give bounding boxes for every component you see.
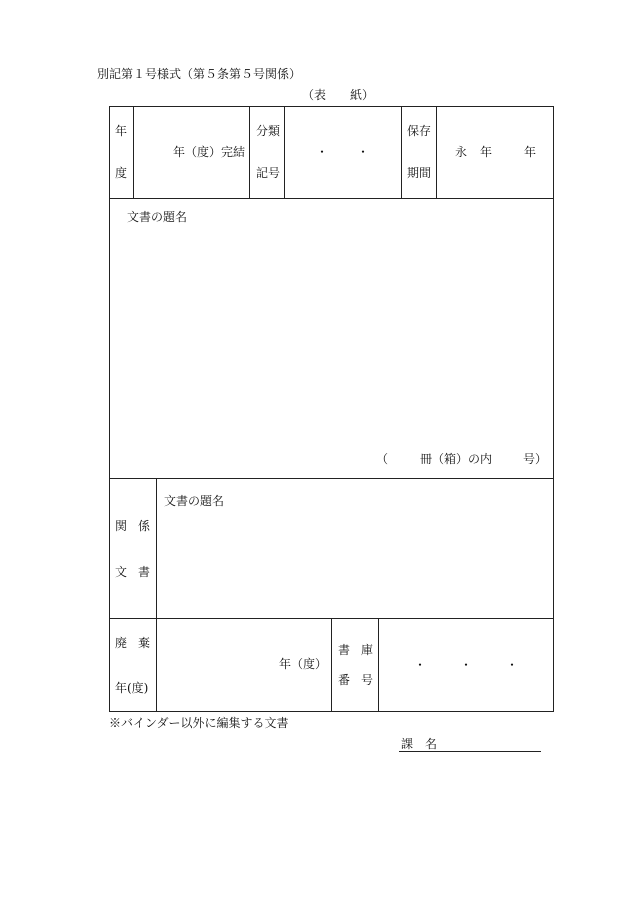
row1-col-divider-4 xyxy=(401,106,402,198)
storage-label-go: 号 xyxy=(361,673,374,687)
disposal-label-ki: 棄 xyxy=(138,636,151,650)
storage-number-dot-3: ・ xyxy=(506,658,519,672)
retention-permanent: 永 xyxy=(455,145,468,159)
nendo-label-bottom: 度 xyxy=(115,166,128,180)
related-label-sho: 書 xyxy=(138,565,151,579)
related-col-divider xyxy=(156,478,157,618)
disposal-col-divider-1 xyxy=(156,618,157,712)
nendo-label-top: 年 xyxy=(115,124,128,138)
classification-code-dot-1: ・ xyxy=(316,145,329,159)
section-name-label: 課 名 xyxy=(401,737,438,751)
classification-code-dot-2: ・ xyxy=(357,145,370,159)
storage-label-sho: 書 xyxy=(338,643,351,657)
bunrui-label-bottom: 記号 xyxy=(256,166,281,180)
row1-col-divider-3 xyxy=(284,106,285,198)
storage-label-ko: 庫 xyxy=(361,643,374,657)
volume-open-paren: （ xyxy=(376,452,389,466)
disposal-year-label: 年(度) xyxy=(115,681,149,695)
section-name-underline xyxy=(399,751,541,752)
bunrui-label-top: 分類 xyxy=(256,124,281,138)
footnote: ※バインダー以外に編集する文書 xyxy=(109,716,289,730)
storage-label-ban: 番 xyxy=(338,673,351,687)
volume-box-text: 冊（箱）の内 xyxy=(420,452,493,466)
form-heading: 別記第１号様式（第５条第５号関係） xyxy=(97,67,302,81)
row1-col-divider-5 xyxy=(436,106,437,198)
document-title-label: 文書の題名 xyxy=(127,210,188,224)
related-label-bun: 文 xyxy=(115,565,128,579)
retention-year-2: 年 xyxy=(524,145,537,159)
cover-label: （表 紙） xyxy=(302,88,375,102)
row1-col-divider-2 xyxy=(249,106,250,198)
retention-year-1: 年 xyxy=(480,145,493,159)
disposal-col-divider-3 xyxy=(378,618,379,712)
storage-number-dot-2: ・ xyxy=(460,658,473,672)
related-label-kan: 関 xyxy=(115,519,128,533)
row1-divider xyxy=(109,198,554,199)
title-section-divider xyxy=(109,478,554,479)
related-document-title-label: 文書の題名 xyxy=(164,494,225,508)
disposal-label-hai: 廃 xyxy=(115,636,128,650)
disposal-col-divider-2 xyxy=(331,618,332,712)
hozon-label-bottom: 期間 xyxy=(407,166,432,180)
disposal-year-field[interactable]: 年（度） xyxy=(279,657,328,671)
related-label-kei: 係 xyxy=(138,519,151,533)
storage-number-dot-1: ・ xyxy=(414,658,427,672)
volume-number-close: 号） xyxy=(523,452,548,466)
completion-year-field[interactable]: 年（度）完結 xyxy=(173,145,246,159)
row1-col-divider-1 xyxy=(133,106,134,198)
hozon-label-top: 保存 xyxy=(407,124,432,138)
